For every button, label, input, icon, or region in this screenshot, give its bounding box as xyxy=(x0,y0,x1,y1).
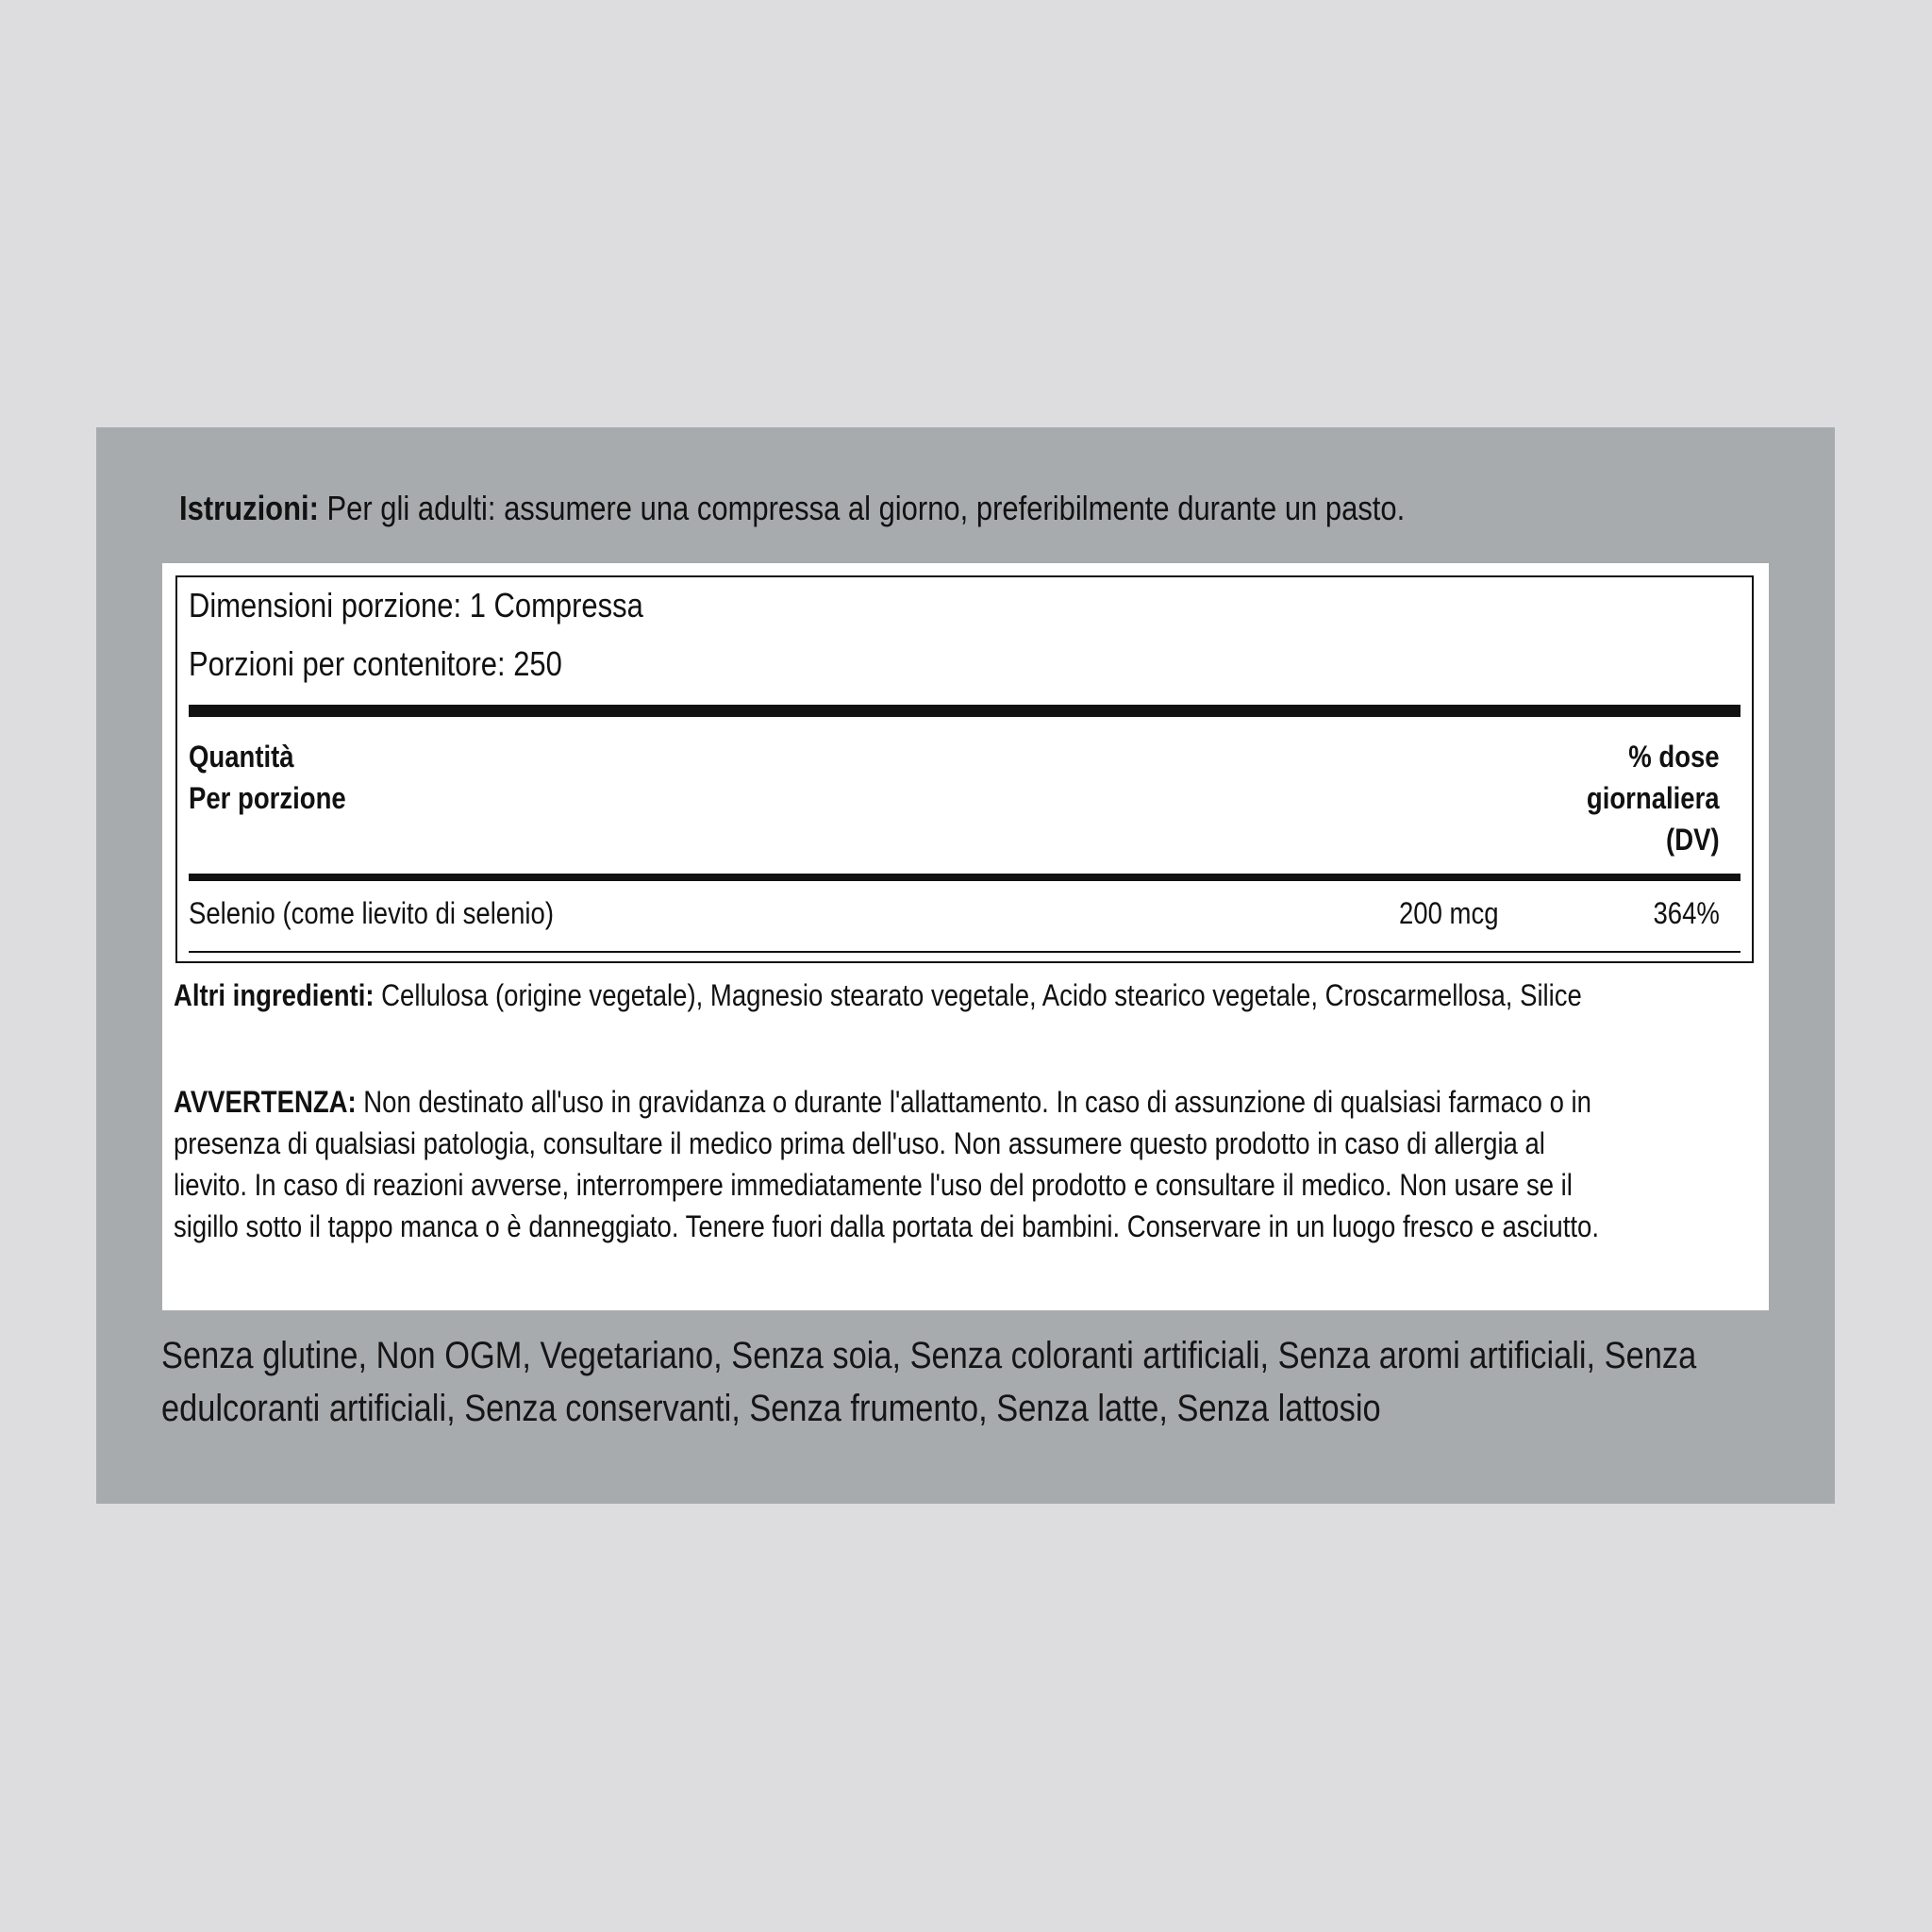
header-quantity: Quantità xyxy=(189,740,294,774)
other-ingredients xyxy=(174,974,1609,1016)
serving-size: Dimensioni porzione: 1 Compressa xyxy=(189,586,643,625)
other-ingredients-text: Cellulosa (origine vegetale), Magnesio stearato vegetale, Acido stearico vegetale, Croscarmellosa, Silice xyxy=(374,978,1582,1012)
header-percent-dose: % dose xyxy=(1628,740,1720,774)
label-panel xyxy=(96,427,1835,1504)
header-divider xyxy=(189,874,1740,881)
warning xyxy=(174,1081,1609,1247)
amount-per-serving-header xyxy=(189,736,346,819)
warning-text: Non destinato all'uso in gravidanza o durante l'allattamento. In caso di assunzione di qualsiasi farmaco o in presenza di qualsiasi patologia, consultare il medico prima dell'uso. Non assumere questo prodotto in caso di allergia al lievito. In caso di reazioni avverse, interrompere immediatamente l'uso del prodotto e consultare il medico. Non usare se il sigillo sotto il tappo manca o è danneggiato. Tenere fuori dalla portata dei bambini. Conservare in un luogo fresco e asciutto. xyxy=(174,1085,1599,1243)
nutrient-amount: 200 mcg xyxy=(1399,896,1499,930)
free-from-claims: Senza glutine, Non OGM, Vegetariano, Senza soia, Senza coloranti artificiali, Senza aromi artificiali, Senza edulcoranti artificiali, Senza conservanti, Senza frumento, Senza latte, Senza lattosio xyxy=(161,1335,1697,1429)
nutrient-daily-value: 364% xyxy=(1653,896,1720,930)
warning-label: AVVERTENZA: xyxy=(174,1085,357,1119)
header-daily: giornaliera xyxy=(1587,781,1720,815)
nutrient-name: Selenio (come lievito di selenio) xyxy=(189,896,554,930)
instructions-label: Istruzioni: xyxy=(179,489,319,527)
instructions-text xyxy=(179,488,1558,529)
supplement-facts-table xyxy=(175,575,1754,963)
supplement-facts-card xyxy=(162,563,1769,1310)
header-dv: (DV) xyxy=(1666,823,1720,857)
daily-value-header xyxy=(1587,736,1720,860)
servings-per-container: Porzioni per contenitore: 250 xyxy=(189,644,562,683)
header-per-serving: Per porzione xyxy=(189,781,346,815)
instructions-body: Per gli adulti: assumere una compressa al giorno, preferibilmente durante un pasto. xyxy=(318,489,1406,527)
other-ingredients-label: Altri ingredienti: xyxy=(174,978,375,1012)
thick-divider xyxy=(189,705,1740,717)
row-divider xyxy=(189,951,1740,953)
